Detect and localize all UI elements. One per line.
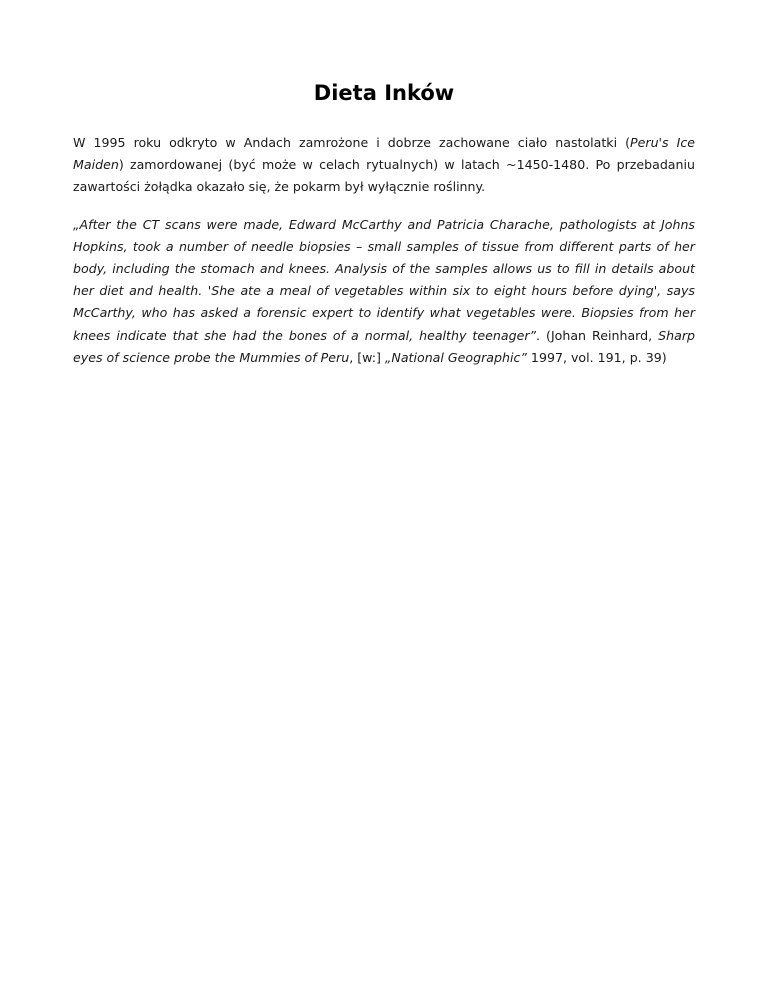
- citation-journal: „National Geographic”: [384, 349, 527, 365]
- intro-text-part1: W 1995 roku odkryto w Andach zamrożone i dobrze zachowane ciało nastolatki (: [73, 135, 631, 150]
- intro-italic-title: Peru's Ice Maiden: [73, 135, 695, 173]
- document-title: Dieta Inków: [313, 81, 455, 105]
- intro-text-part2: ) zamordowanej (być może w celach rytualnych) w latach ~1450-1480. Po przebadaniu zawartości żołądka okazało się, że pokarm był wyłącznie roślinny.: [73, 157, 695, 195]
- citation-suffix: 1997, vol. 191, p. 39): [526, 349, 667, 365]
- quote-paragraph: [73, 214, 695, 369]
- document-page: [73, 80, 695, 369]
- citation-mid: , [w:]: [349, 349, 385, 365]
- citation-work-title: Sharp eyes of science probe the Mummies of Peru: [73, 327, 695, 365]
- quote-text: „After the CT scans were made, Edward McCarthy and Patricia Charache, pathologists at Johns Hopkins, took a number of needle biopsies – small samples of tissue from different parts of her body, including the stomach and knees. Analysis of the samples allows us to fill in details about her diet and health. 'She ate a meal of vegetables within six to eight hours before dying', says McCarthy, who has asked a forensic expert to identify what vegetables were. Biopsies from her knees indicate that she had the bones of a normal, healthy teenager”: [73, 216, 695, 343]
- intro-paragraph: [73, 132, 695, 199]
- citation-prefix: . (Johan Reinhard,: [536, 327, 659, 343]
